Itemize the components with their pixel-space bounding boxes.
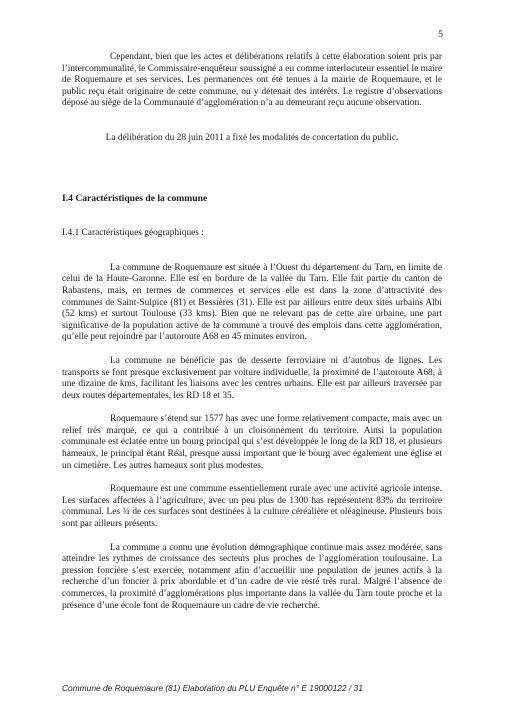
section-subheading: I.4.1 Caractéristiques géographiques : bbox=[62, 228, 204, 239]
paragraph-deliberation: La délibération du 28 juin 2011 a fixé les modalités de concertation du public. bbox=[105, 132, 399, 143]
paragraph-agriculture: Roquemaure est une commune essentiellement rurale avec une activité agricole intense. Les surfaces affectées à l’agriculture, avec un peu plus de 1300 has représentent 83% du territoire communal. Les ¾ de ces surfaces sont destinées à la culture céréalière et oléagineuse. Plusieurs bois sont par ailleurs présents. bbox=[62, 484, 442, 530]
paragraph-interlocuteur: Cependant, bien que les actes et délibérations relatifs à cette élaboration soient pris par l’intercommunalité, le Commissaire-enquêteur soussigné a eu comme interlocuteur essentiel le maire de Roquemaure et ses services. Les permanences ont été tenues à la mairie de Roquemaure, et le public reçu était originaire de cette commune, ou y détenait des intérêts. Le registre d’observations déposé au siège de la Communauté d’agglomération n’a au demeurant reçu aucune observation. bbox=[62, 52, 442, 109]
paragraph-transports: La commune ne bénéficie pas de desserte ferroviaire ni d’autobus de lignes. Les transports se font presque exclusivement par voiture individuelle, la proximité de l’autoroute A68, à une dizaine de kms, facilitant les liaisons avec les centres urbains. Elle est par ailleurs traversée par deux routes départementales, les RD 18 et 35. bbox=[62, 355, 442, 401]
page-number: 5 bbox=[438, 30, 443, 40]
paragraph-territoire: Roquemaure s’étend sur 1577 has avec une forme relativement compacte, mais avec un relief très marqué, ce qui a contribué à un cloisonnement du territoire. Ainsi la population communale est éclatée entre un bourg principal qui s’est développée le long de la RD 18, et plusieurs hameaux, le principal étant Réal, presque aussi important que le bourg avec également une église et un cimetière. Les autres hameaux sont plus modestes. bbox=[62, 414, 442, 471]
section-heading: I.4 Caractéristiques de la commune bbox=[62, 192, 208, 204]
page-footer: Commune de Roquemaure (81) Elaboration du PLU Enquête n° E 19000122 / 31 bbox=[62, 683, 363, 693]
paragraph-demographie: La commune a connu une évolution démographique continue mais assez modérée, sans atteindre les rythmes de croissance des secteurs plus proches de l’agglomération toulousaine. La pression foncière s’est exercée, notamment afin d’accueillir une population de jeunes actifs à la recherche d’un foncier à prix abordable et d’un cadre de vie resté très rural. Malgré l’absence de commerces, la proximité d’agglomérations plus importante dans la vallée du Tarn toute proche et la présence d’une école font de Roquemaure un cadre de vie recherché. bbox=[62, 542, 442, 611]
document-body bbox=[62, 52, 442, 612]
paragraph-geographie: La commune de Roquemaure est située à l’Ouest du département du Tarn, en limite de celui de la Haute-Garonne. Elle est en bordure de la vallée du Tarn. Elle fait partie du canton de Rabastens, mais, en termes de commerces et services elle est dans la zone d’attractivité des communes de Saint-Sulpice (81) et Bessières (31). Elle est par ailleurs entre deux sites urbains Albi (52 kms) et surtout Toulouse (33 kms). Bien que ne relevant pas de cette aire urbaine, une part significative de la population active de la commune a trouvé des emplois dans cette agglomération, qu’elle peut rejoindre par l’autoroute A68 en 45 minutes environ. bbox=[62, 262, 442, 343]
